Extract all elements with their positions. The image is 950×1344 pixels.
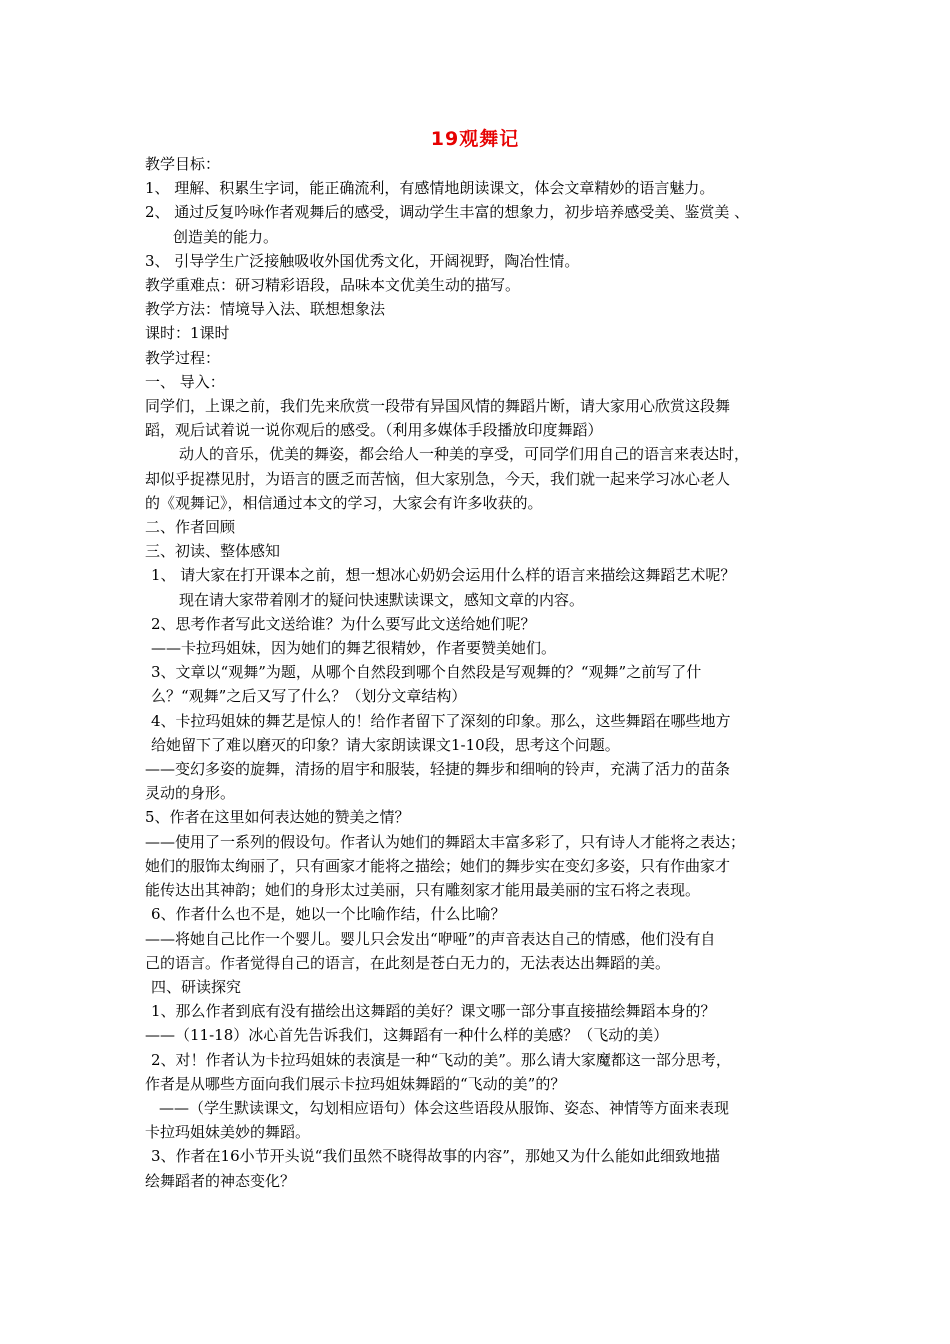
document-body <box>145 152 825 1193</box>
text-line: ——将她自己比作一个婴儿。婴儿只会发出“咿哑”的声音表达自己的情感，他们没有自 <box>145 929 716 948</box>
document-title: 19观舞记 <box>430 128 520 150</box>
text-line: 3、文章以“观舞”为题，从哪个自然段到哪个自然段是写观舞的？“观舞”之前写了什 <box>151 663 702 682</box>
text-line: 己的语言。作者觉得自己的语言，在此刻是苍白无力的，无法表达出舞蹈的美。 <box>145 953 671 972</box>
text-line: 教学方法：情境导入法、联想想象法 <box>145 300 386 319</box>
text-line: 2、 通过反复吟咏作者观舞后的感受，调动学生丰富的想象力，初步培养感受美、鉴赏美 、 <box>145 203 750 222</box>
text-line: 一、 导入： <box>145 372 225 391</box>
text-line: 5、作者在这里如何表达她的赞美之情？ <box>145 808 410 827</box>
text-line: 四、研读探究 <box>151 977 242 996</box>
text-line: ——变幻多姿的旋舞，清扬的眉宇和服装，轻捷的舞步和细响的铃声，充满了活力的苗条 <box>145 760 731 779</box>
text-line: 却似乎捉襟见肘，为语言的匮乏而苦恼，但大家别急，今天，我们就一起来学习冰心老人 <box>145 469 731 488</box>
text-line: 1、 请大家在打开课本之前，想一想冰心奶奶会运用什么样的语言来描绘这舞蹈艺术呢？ <box>151 566 736 585</box>
text-line: 二、作者回顾 <box>145 518 236 537</box>
text-line: 卡拉玛姐妹美妙的舞蹈。 <box>145 1123 311 1142</box>
text-line: 2、对！作者认为卡拉玛姐妹的表演是一种“飞动的美”。那么请大家魔都这一部分思考， <box>151 1050 731 1069</box>
text-line: 3、作者在16小节开头说“我们虽然不晓得故事的内容”，那她又为什么能如此细致地描 <box>151 1147 720 1166</box>
text-line: ——卡拉玛姐妹，因为她们的舞艺很精妙，作者要赞美她们。 <box>151 639 557 658</box>
text-line: ——使用了一系列的假设句。作者认为她们的舞蹈太丰富多彩了，只有诗人才能将之表达； <box>145 832 746 851</box>
text-line: ——（学生默读课文，勾划相应语句）体会这些语段从服饰、姿态、神情等方面来表现 <box>159 1098 730 1117</box>
text-line: 同学们，上课之前，我们先来欣赏一段带有异国风情的舞蹈片断，请大家用心欣赏这段舞 <box>145 397 731 416</box>
text-line: 6、作者什么也不是，她以一个比喻作结，什么比喻？ <box>151 905 506 924</box>
text-line: 1、那么作者到底有没有描绘出这舞蹈的美好？课文哪一部分事直接描绘舞蹈本身的？ <box>151 1002 716 1021</box>
text-line: 三、初读、整体感知 <box>145 542 281 561</box>
text-line: 动人的音乐，优美的舞姿，都会给人一种美的享受，可同学们用自己的语言来表达时， <box>179 445 750 464</box>
text-line: 现在请大家带着刚才的疑问快速默读课文，感知文章的内容。 <box>179 590 585 609</box>
text-line: 么？“观舞”之后又写了什么？（划分文章结构） <box>151 687 467 706</box>
text-line: 作者是从哪些方面向我们展示卡拉玛姐妹舞蹈的“飞动的美”的？ <box>145 1074 566 1093</box>
text-line: ——（11-18）冰心首先告诉我们，这舞蹈有一种什么样的美感？（飞动的美） <box>145 1026 669 1045</box>
text-line: 教学重难点：研习精彩语段，品味本文优美生动的描写。 <box>145 276 521 295</box>
text-line: 她们的服饰太绚丽了，只有画家才能将之描绘；她们的舞步实在变幻多姿，只有作曲家才 <box>145 856 731 875</box>
text-line: 4、卡拉玛姐妹的舞艺是惊人的！给作者留下了深刻的印象。那么，这些舞蹈在哪些地方 <box>151 711 731 730</box>
text-line: 创造美的能力。 <box>173 227 279 246</box>
text-line: 绘舞蹈者的神态变化？ <box>145 1171 296 1190</box>
text-line: 能传达出其神韵；她们的身形太过美丽，只有雕刻家才能用最美丽的宝石将之表现。 <box>145 881 701 900</box>
text-line: 灵动的身形。 <box>145 784 236 803</box>
text-line: 教学目标： <box>145 155 221 173</box>
text-line: 教学过程： <box>145 348 221 367</box>
text-line: 2、思考作者写此文送给谁？为什么要写此文送给她们呢？ <box>151 614 536 633</box>
text-line: 3、 引导学生广泛接触吸收外国优秀文化，开阔视野，陶冶性情。 <box>145 251 580 270</box>
text-line: 蹈，观后试着说一说你观后的感受。（利用多媒体手段播放印度舞蹈） <box>145 421 603 440</box>
text-line: 1、 理解、积累生字词，能正确流利，有感情地朗读课文，体会文章精妙的语言魅力。 <box>145 179 715 198</box>
text-line: 课时：1课时 <box>145 324 230 343</box>
text-line: 给她留下了难以磨灭的印象？请大家朗读课文1-10段，思考这个问题。 <box>151 735 620 754</box>
text-line: 的《观舞记》，相信通过本文的学习，大家会有许多收获的。 <box>145 493 543 512</box>
